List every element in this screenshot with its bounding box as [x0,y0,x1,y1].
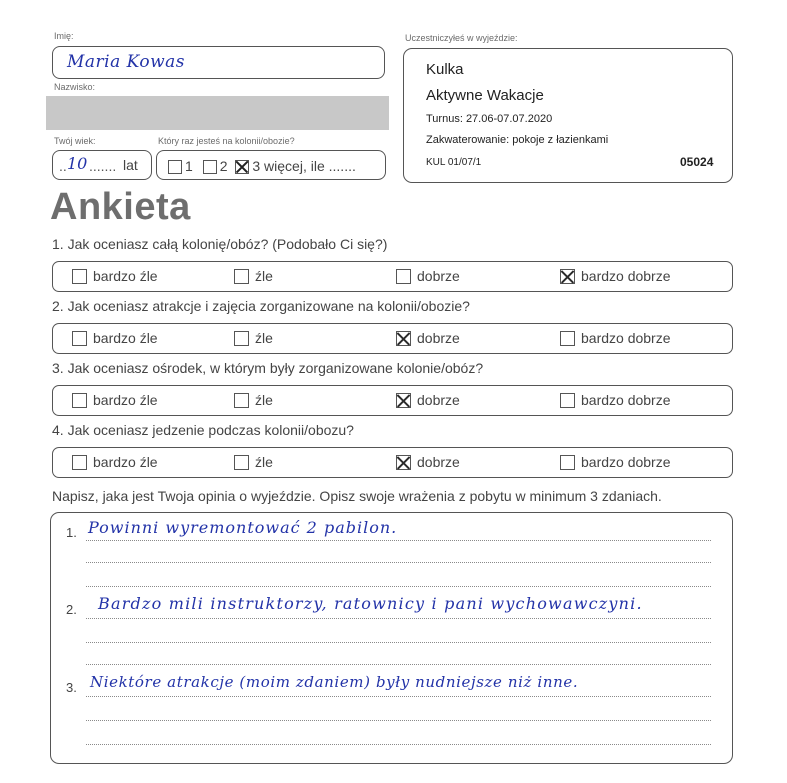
opinion-number-1: 1. [66,525,77,540]
q4-option-1-label: bardzo źle [93,454,158,470]
opinion-answer-2: Bardzo mili instruktorzy, ratownicy i pani wychowawczyni. [98,594,643,613]
surname-redacted-field [46,96,389,130]
q3-option-3-label: dobrze [417,392,460,408]
trip-turnus: Turnus: 27.06-07.07.2020 [426,113,553,125]
age-dots-right: ....... [89,158,117,174]
times-option-3: 3 więcej, ile ....... [252,158,356,174]
times-label: Który raz jesteś na kolonii/obozie? [158,136,295,146]
q4-option-2-label: źle [255,454,273,470]
answer-line [86,562,711,563]
q2-option-1-label: bardzo źle [93,330,158,346]
q1-option-4-checkbox[interactable] [560,269,575,284]
opinion-number-2: 2. [66,602,77,617]
q1-option-3-checkbox[interactable] [396,269,411,284]
answer-row-2 [52,323,733,354]
q4-option-1-checkbox[interactable] [72,455,87,470]
opinion-answer-1: Powinni wyremontować 2 pabilon. [88,518,398,537]
age-field[interactable] [52,150,152,180]
answer-line [86,720,711,721]
opinion-number-3: 3. [66,680,77,695]
q3-option-2-label: źle [255,392,273,408]
opinion-box[interactable] [50,512,733,764]
times-checkbox-2[interactable] [203,160,217,174]
q2-option-4-label: bardzo dobrze [581,330,671,346]
q4-option-3-checkbox[interactable] [396,455,411,470]
times-field [156,150,386,180]
q3-option-3-checkbox[interactable] [396,393,411,408]
name-label: Imię: [54,31,74,41]
q1-option-4-label: bardzo dobrze [581,268,671,284]
q1-option-1-checkbox[interactable] [72,269,87,284]
age-dots-left: .. [59,158,67,174]
answer-line [86,540,711,541]
q4-option-4-checkbox[interactable] [560,455,575,470]
q2-option-2-checkbox[interactable] [234,331,249,346]
q4-option-2-checkbox[interactable] [234,455,249,470]
answer-line [86,642,711,643]
q4-option-4-label: bardzo dobrze [581,454,671,470]
q2-option-2-label: źle [255,330,273,346]
answer-row-1 [52,261,733,292]
trip-accommodation: Zakwaterowanie: pokoje z łazienkami [426,134,609,146]
answer-line [86,696,711,697]
times-checkbox-1[interactable] [168,160,182,174]
trip-code: KUL 01/07/1 [426,157,482,168]
trip-label: Uczestniczyłeś w wyjeździe: [405,33,518,43]
answer-line [86,586,711,587]
q1-option-3-label: dobrze [417,268,460,284]
q3-option-1-label: bardzo źle [93,392,158,408]
q1-option-1-label: bardzo źle [93,268,158,284]
q1-option-2-checkbox[interactable] [234,269,249,284]
q2-option-4-checkbox[interactable] [560,331,575,346]
answer-line [86,618,711,619]
question-2: 2. Jak oceniasz atrakcje i zajęcia zorganizowane na kolonii/obozie? [52,298,470,314]
trip-box [403,48,733,183]
name-value: Maria Kowas [67,52,186,72]
q3-option-1-checkbox[interactable] [72,393,87,408]
q3-option-2-checkbox[interactable] [234,393,249,408]
age-value: 10 [67,154,88,173]
page-title: Ankieta [50,186,191,228]
question-1: 1. Jak oceniasz całą kolonię/obóz? (Podobało Ci się?) [52,236,388,252]
times-option-2: 2 [219,158,228,174]
age-label: Twój wiek: [54,136,96,146]
trip-number: 05024 [680,155,714,169]
opinion-answer-3: Niektóre atrakcje (moim zdaniem) były nudniejsze niż inne. [90,673,579,691]
trip-company: Kulka [426,61,464,78]
q2-option-3-checkbox[interactable] [396,331,411,346]
q2-option-1-checkbox[interactable] [72,331,87,346]
q1-option-2-label: źle [255,268,273,284]
trip-program: Aktywne Wakacje [426,87,544,104]
q2-option-3-label: dobrze [417,330,460,346]
surname-label: Nazwisko: [54,82,96,92]
age-unit: lat [123,157,138,173]
answer-row-3 [52,385,733,416]
q3-option-4-label: bardzo dobrze [581,392,671,408]
question-4: 4. Jak oceniasz jedzenie podczas kolonii/obozu? [52,422,354,438]
q4-option-3-label: dobrze [417,454,460,470]
opinion-prompt: Napisz, jaka jest Twoja opinia o wyjeździe. Opisz swoje wrażenia z pobytu w minimum 3 zdaniach. [52,488,662,504]
name-field[interactable] [52,46,385,79]
question-3: 3. Jak oceniasz ośrodek, w którym były zorganizowane kolonie/obóz? [52,360,484,376]
answer-row-4 [52,447,733,478]
times-checkbox-3[interactable] [235,160,249,174]
answer-line [86,664,711,665]
times-option-1: 1 [185,158,193,174]
answer-line [86,744,711,745]
q3-option-4-checkbox[interactable] [560,393,575,408]
